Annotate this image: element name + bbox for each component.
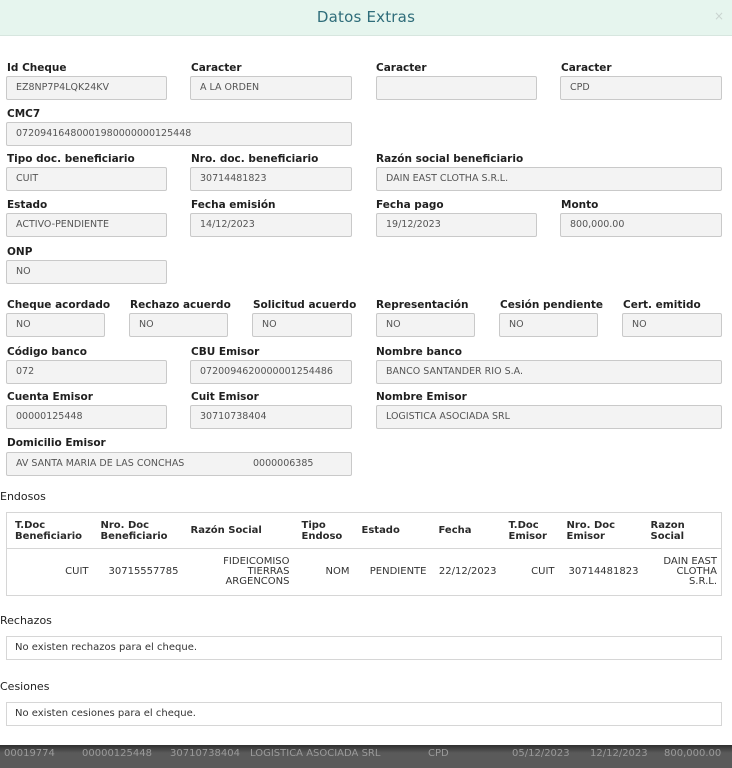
col-nro-doc-beneficiario: Nro. Doc Beneficiario <box>93 513 183 549</box>
cesiones-empty-message: No existen cesiones para el cheque. <box>6 702 722 726</box>
col-razon-social: Razón Social <box>183 513 294 549</box>
estado-label: Estado <box>7 199 48 211</box>
background-table-row <box>0 745 732 768</box>
cbu-emisor-field: 0720094620000001254486 <box>190 360 352 384</box>
bg-cell-caracter: CPD <box>428 748 449 759</box>
rechazo-acuerdo-field: NO <box>129 313 228 337</box>
caracter-label-3: Caracter <box>561 62 612 74</box>
id-cheque-label: Id Cheque <box>7 62 67 74</box>
cert-emitido-label: Cert. emitido <box>623 299 701 311</box>
monto-field: 800,000.00 <box>560 213 722 237</box>
onp-label: ONP <box>7 246 33 258</box>
col-fecha: Fecha <box>431 513 501 549</box>
tipo-doc-beneficiario-field: CUIT <box>6 167 167 191</box>
cell-razon-social-emisor: DAIN EAST CLOTHA S.R.L. <box>663 556 717 587</box>
endosos-table <box>6 512 722 596</box>
domicilio-number: 0000006385 <box>253 458 314 469</box>
cuit-emisor-label: Cuit Emisor <box>191 391 259 403</box>
estado-field: ACTIVO-PENDIENTE <box>6 213 167 237</box>
caracter-field-1: A LA ORDEN <box>190 76 352 100</box>
bg-cell-monto: 800,000.00 <box>664 748 722 759</box>
codigo-banco-field: 072 <box>6 360 167 384</box>
rechazos-title: Rechazos <box>0 614 52 627</box>
bg-cell-nombre: LOGISTICA ASOCIADA SRL <box>250 748 381 759</box>
bg-cell-fecha-emision: 05/12/2023 <box>512 748 570 759</box>
solicitud-acuerdo-field: NO <box>252 313 352 337</box>
cuenta-emisor-field: 00000125448 <box>6 405 167 429</box>
fecha-emision-label: Fecha emisión <box>191 199 276 211</box>
modal-title: Datos Extras <box>316 8 416 26</box>
cesion-pendiente-label: Cesión pendiente <box>500 299 603 311</box>
representacion-field: NO <box>376 313 475 337</box>
solicitud-acuerdo-label: Solicitud acuerdo <box>253 299 357 311</box>
col-tipo-endoso: Tipo Endoso <box>294 513 354 549</box>
bg-cell-cuit: 30710738404 <box>170 748 240 759</box>
nro-doc-beneficiario-field: 30714481823 <box>190 167 352 191</box>
col-razon-social-emisor: Razon Social <box>643 513 722 549</box>
rechazo-acuerdo-label: Rechazo acuerdo <box>130 299 231 311</box>
codigo-banco-label: Código banco <box>7 346 87 358</box>
close-icon[interactable]: × <box>713 9 724 23</box>
bg-cell-cuenta: 00000125448 <box>82 748 152 759</box>
col-nro-doc-emisor: Nro. Doc Emisor <box>559 513 643 549</box>
cheque-acordado-field: NO <box>6 313 105 337</box>
cell-fecha: 22/12/2023 <box>438 566 497 577</box>
fecha-pago-label: Fecha pago <box>376 199 444 211</box>
cell-tdoc-emisor: CUIT <box>531 566 555 577</box>
nombre-emisor-field: LOGISTICA ASOCIADA SRL <box>376 405 722 429</box>
domicilio-emisor-field <box>6 452 352 476</box>
monto-label: Monto <box>561 199 599 211</box>
cbu-emisor-label: CBU Emisor <box>191 346 260 358</box>
endosos-header-row <box>7 513 722 549</box>
col-tdoc-beneficiario: T.Doc Beneficiario <box>7 513 93 549</box>
cell-tdoc-beneficiario: CUIT <box>65 566 89 577</box>
rechazos-empty-message: No existen rechazos para el cheque. <box>6 636 722 660</box>
bg-cell-id: 00019774 <box>4 748 55 759</box>
caracter-field-3: CPD <box>560 76 722 100</box>
caracter-field-2 <box>376 76 537 100</box>
cesion-pendiente-field: NO <box>499 313 598 337</box>
cheque-acordado-label: Cheque acordado <box>7 299 111 311</box>
nombre-banco-label: Nombre banco <box>376 346 462 358</box>
fecha-emision-field: 14/12/2023 <box>190 213 352 237</box>
endosos-title: Endosos <box>0 490 46 503</box>
cell-estado: PENDIENTE <box>369 566 427 577</box>
col-estado: Estado <box>354 513 431 549</box>
domicilio-street: AV SANTA MARIA DE LAS CONCHAS <box>16 458 185 469</box>
tipo-doc-beneficiario-label: Tipo doc. beneficiario <box>7 153 135 165</box>
cuit-emisor-field: 30710738404 <box>190 405 352 429</box>
razon-social-beneficiario-field: DAIN EAST CLOTHA S.R.L. <box>376 167 722 191</box>
cell-nro-doc-beneficiario: 30715557785 <box>108 566 179 577</box>
nombre-emisor-label: Nombre Emisor <box>376 391 467 403</box>
col-tdoc-emisor: T.Doc Emisor <box>501 513 559 549</box>
cell-nro-doc-emisor: 30714481823 <box>568 566 639 577</box>
cesiones-title: Cesiones <box>0 680 50 693</box>
nro-doc-beneficiario-label: Nro. doc. beneficiario <box>191 153 319 165</box>
id-cheque-field: EZ8NP7P4LQK24KV <box>6 76 167 100</box>
onp-field: NO <box>6 260 167 284</box>
bg-cell-fecha-pago: 12/12/2023 <box>590 748 648 759</box>
cert-emitido-field: NO <box>622 313 722 337</box>
fecha-pago-field: 19/12/2023 <box>376 213 537 237</box>
cuenta-emisor-label: Cuenta Emisor <box>7 391 93 403</box>
razon-social-beneficiario-label: Razón social beneficiario <box>376 153 524 165</box>
cell-tipo-endoso: NOM <box>325 566 350 577</box>
caracter-label-2: Caracter <box>376 62 427 74</box>
caracter-label-1: Caracter <box>191 62 242 74</box>
representacion-label: Representación <box>376 299 469 311</box>
domicilio-emisor-label: Domicilio Emisor <box>7 437 106 449</box>
table-row <box>7 549 722 596</box>
cmc7-label: CMC7 <box>7 108 41 120</box>
cmc7-field: 07209416480001980000000125448 <box>6 122 352 146</box>
cell-razon-social: FIDEICOMISO TIERRAS ARGENCONS <box>223 556 290 587</box>
nombre-banco-field: BANCO SANTANDER RIO S.A. <box>376 360 722 384</box>
modal-header <box>0 0 732 36</box>
